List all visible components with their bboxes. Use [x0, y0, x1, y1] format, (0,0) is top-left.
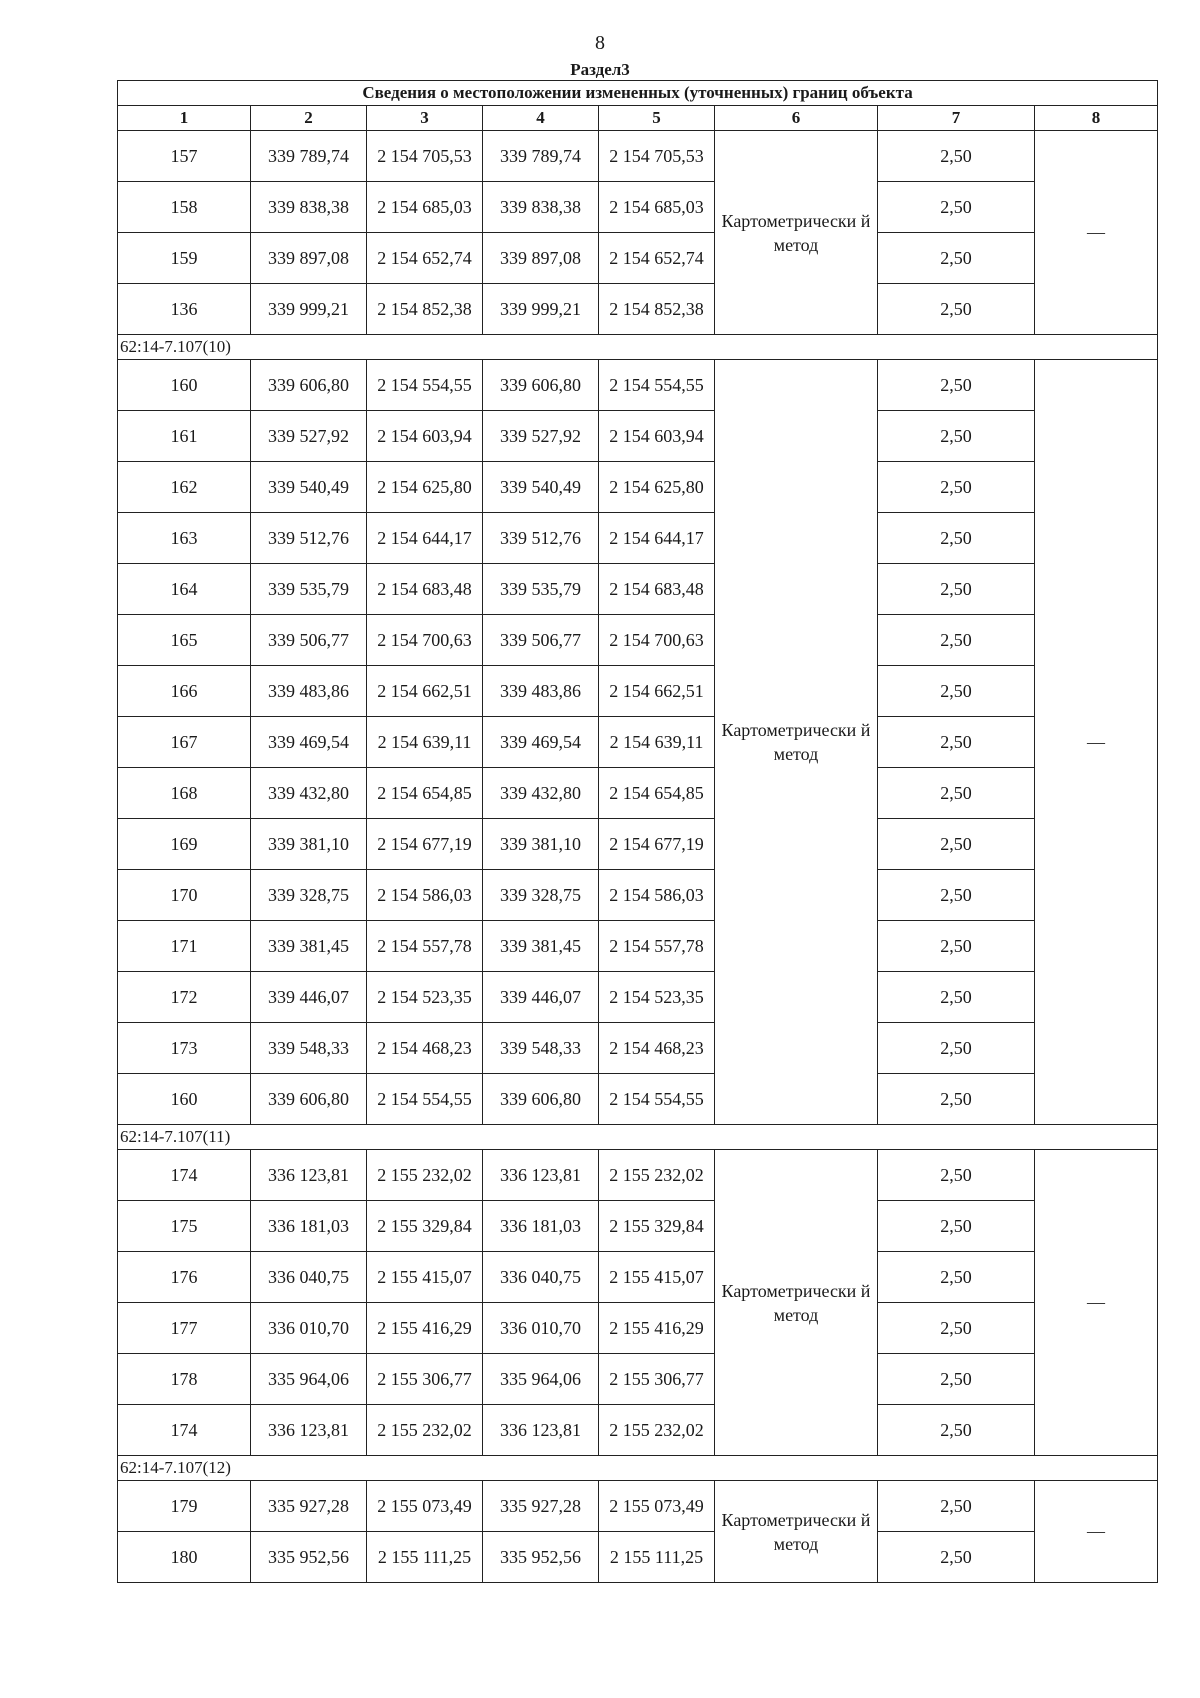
- table-row: [118, 513, 1158, 564]
- table-row: [118, 666, 1158, 717]
- accuracy-cell: 2,50: [878, 411, 1035, 462]
- column-header-6: 6: [715, 106, 878, 131]
- point-number-cell: 165: [118, 615, 251, 666]
- accuracy-cell: 2,50: [878, 972, 1035, 1023]
- y-old-cell: 2 154 677,19: [367, 819, 483, 870]
- parcel-section-row: [118, 1456, 1158, 1481]
- column-header-row: [118, 106, 1158, 131]
- table-row: [118, 411, 1158, 462]
- y-new-cell: 2 154 639,11: [599, 717, 715, 768]
- y-new-cell: 2 154 700,63: [599, 615, 715, 666]
- y-new-cell: 2 154 625,80: [599, 462, 715, 513]
- x-new-cell: 339 606,80: [483, 1074, 599, 1125]
- accuracy-cell: 2,50: [878, 870, 1035, 921]
- y-old-cell: 2 154 700,63: [367, 615, 483, 666]
- x-old-cell: 339 432,80: [251, 768, 367, 819]
- table-row: [118, 921, 1158, 972]
- y-new-cell: 2 154 652,74: [599, 233, 715, 284]
- y-old-cell: 2 154 523,35: [367, 972, 483, 1023]
- x-old-cell: 339 540,49: [251, 462, 367, 513]
- x-new-cell: 339 506,77: [483, 615, 599, 666]
- point-number-cell: 162: [118, 462, 251, 513]
- y-old-cell: 2 154 625,80: [367, 462, 483, 513]
- table-row: [118, 870, 1158, 921]
- point-number-cell: 160: [118, 1074, 251, 1125]
- column-header-1: 1: [118, 106, 251, 131]
- x-old-cell: 339 527,92: [251, 411, 367, 462]
- y-old-cell: 2 154 554,55: [367, 1074, 483, 1125]
- y-new-cell: 2 155 111,25: [599, 1532, 715, 1583]
- y-old-cell: 2 154 603,94: [367, 411, 483, 462]
- table-row: [118, 131, 1158, 182]
- point-number-cell: 164: [118, 564, 251, 615]
- x-old-cell: 339 999,21: [251, 284, 367, 335]
- accuracy-cell: 2,50: [878, 921, 1035, 972]
- page-number: 8: [595, 32, 605, 54]
- y-new-cell: 2 155 306,77: [599, 1354, 715, 1405]
- boundary-table-container: [117, 80, 1158, 1583]
- x-old-cell: 336 040,75: [251, 1252, 367, 1303]
- x-old-cell: 339 469,54: [251, 717, 367, 768]
- y-old-cell: 2 154 586,03: [367, 870, 483, 921]
- x-old-cell: 335 952,56: [251, 1532, 367, 1583]
- y-new-cell: 2 154 654,85: [599, 768, 715, 819]
- table-row: [118, 1201, 1158, 1252]
- table-row: [118, 819, 1158, 870]
- y-new-cell: 2 154 705,53: [599, 131, 715, 182]
- y-new-cell: 2 155 329,84: [599, 1201, 715, 1252]
- x-new-cell: 339 606,80: [483, 360, 599, 411]
- parcel-section-row: [118, 1125, 1158, 1150]
- y-old-cell: 2 155 111,25: [367, 1532, 483, 1583]
- accuracy-cell: 2,50: [878, 131, 1035, 182]
- x-new-cell: 339 381,10: [483, 819, 599, 870]
- column-header-7: 7: [878, 106, 1035, 131]
- x-old-cell: 339 606,80: [251, 1074, 367, 1125]
- x-new-cell: 336 123,81: [483, 1405, 599, 1456]
- x-old-cell: 339 512,76: [251, 513, 367, 564]
- y-old-cell: 2 154 652,74: [367, 233, 483, 284]
- accuracy-cell: 2,50: [878, 182, 1035, 233]
- point-number-cell: 167: [118, 717, 251, 768]
- accuracy-cell: 2,50: [878, 819, 1035, 870]
- table-row: [118, 768, 1158, 819]
- y-new-cell: 2 154 468,23: [599, 1023, 715, 1074]
- point-number-cell: 174: [118, 1405, 251, 1456]
- x-new-cell: 339 838,38: [483, 182, 599, 233]
- table-row: [118, 615, 1158, 666]
- point-number-cell: 158: [118, 182, 251, 233]
- accuracy-cell: 2,50: [878, 564, 1035, 615]
- x-new-cell: 336 181,03: [483, 1201, 599, 1252]
- table-row: [118, 717, 1158, 768]
- point-number-cell: 159: [118, 233, 251, 284]
- point-number-cell: 157: [118, 131, 251, 182]
- column-header-3: 3: [367, 106, 483, 131]
- x-new-cell: 339 897,08: [483, 233, 599, 284]
- accuracy-cell: 2,50: [878, 1252, 1035, 1303]
- x-new-cell: 336 010,70: [483, 1303, 599, 1354]
- x-new-cell: 339 483,86: [483, 666, 599, 717]
- note-cell: —: [1035, 360, 1158, 1125]
- accuracy-cell: 2,50: [878, 615, 1035, 666]
- accuracy-cell: 2,50: [878, 462, 1035, 513]
- y-new-cell: 2 155 232,02: [599, 1150, 715, 1201]
- y-old-cell: 2 155 232,02: [367, 1405, 483, 1456]
- accuracy-cell: 2,50: [878, 1201, 1035, 1252]
- y-new-cell: 2 154 677,19: [599, 819, 715, 870]
- y-old-cell: 2 154 662,51: [367, 666, 483, 717]
- x-new-cell: 339 999,21: [483, 284, 599, 335]
- table-title: Сведения о местоположении измененных (уточненных) границ объекта: [118, 81, 1158, 106]
- parcel-section-label: 62:14-7.107(10): [118, 335, 1158, 360]
- x-new-cell: 339 512,76: [483, 513, 599, 564]
- point-number-cell: 175: [118, 1201, 251, 1252]
- accuracy-cell: 2,50: [878, 1405, 1035, 1456]
- x-new-cell: 336 123,81: [483, 1150, 599, 1201]
- x-new-cell: 335 964,06: [483, 1354, 599, 1405]
- table-row: [118, 1532, 1158, 1583]
- accuracy-cell: 2,50: [878, 717, 1035, 768]
- y-old-cell: 2 155 415,07: [367, 1252, 483, 1303]
- y-old-cell: 2 154 554,55: [367, 360, 483, 411]
- y-new-cell: 2 154 554,55: [599, 1074, 715, 1125]
- accuracy-cell: 2,50: [878, 1074, 1035, 1125]
- table-row: [118, 462, 1158, 513]
- x-new-cell: 339 328,75: [483, 870, 599, 921]
- x-old-cell: 335 927,28: [251, 1481, 367, 1532]
- point-number-cell: 176: [118, 1252, 251, 1303]
- y-new-cell: 2 154 554,55: [599, 360, 715, 411]
- table-row: [118, 360, 1158, 411]
- table-row: [118, 1023, 1158, 1074]
- table-row: [118, 1252, 1158, 1303]
- x-new-cell: 339 548,33: [483, 1023, 599, 1074]
- y-new-cell: 2 155 416,29: [599, 1303, 715, 1354]
- y-new-cell: 2 155 073,49: [599, 1481, 715, 1532]
- point-number-cell: 166: [118, 666, 251, 717]
- y-old-cell: 2 155 306,77: [367, 1354, 483, 1405]
- x-old-cell: 336 181,03: [251, 1201, 367, 1252]
- accuracy-cell: 2,50: [878, 360, 1035, 411]
- x-old-cell: 339 838,38: [251, 182, 367, 233]
- method-cell: Картометрически й метод: [715, 1150, 878, 1456]
- x-new-cell: 339 535,79: [483, 564, 599, 615]
- table-row: [118, 1405, 1158, 1456]
- y-old-cell: 2 154 557,78: [367, 921, 483, 972]
- y-new-cell: 2 154 603,94: [599, 411, 715, 462]
- point-number-cell: 178: [118, 1354, 251, 1405]
- y-old-cell: 2 154 705,53: [367, 131, 483, 182]
- point-number-cell: 174: [118, 1150, 251, 1201]
- x-old-cell: 336 123,81: [251, 1405, 367, 1456]
- table-row: [118, 182, 1158, 233]
- y-old-cell: 2 154 683,48: [367, 564, 483, 615]
- x-old-cell: 336 123,81: [251, 1150, 367, 1201]
- y-old-cell: 2 154 852,38: [367, 284, 483, 335]
- x-new-cell: 336 040,75: [483, 1252, 599, 1303]
- parcel-section-label: 62:14-7.107(11): [118, 1125, 1158, 1150]
- table-row: [118, 1303, 1158, 1354]
- y-old-cell: 2 154 685,03: [367, 182, 483, 233]
- table-row: [118, 1150, 1158, 1201]
- accuracy-cell: 2,50: [878, 513, 1035, 564]
- x-old-cell: 339 535,79: [251, 564, 367, 615]
- x-new-cell: 339 469,54: [483, 717, 599, 768]
- y-old-cell: 2 155 416,29: [367, 1303, 483, 1354]
- x-old-cell: 339 381,10: [251, 819, 367, 870]
- y-new-cell: 2 155 232,02: [599, 1405, 715, 1456]
- x-old-cell: 339 446,07: [251, 972, 367, 1023]
- x-old-cell: 339 897,08: [251, 233, 367, 284]
- parcel-section-row: [118, 335, 1158, 360]
- note-cell: —: [1035, 131, 1158, 335]
- y-old-cell: 2 155 232,02: [367, 1150, 483, 1201]
- accuracy-cell: 2,50: [878, 768, 1035, 819]
- accuracy-cell: 2,50: [878, 1023, 1035, 1074]
- note-cell: —: [1035, 1481, 1158, 1583]
- accuracy-cell: 2,50: [878, 1303, 1035, 1354]
- accuracy-cell: 2,50: [878, 284, 1035, 335]
- table-row: [118, 1481, 1158, 1532]
- x-old-cell: 339 506,77: [251, 615, 367, 666]
- y-new-cell: 2 154 683,48: [599, 564, 715, 615]
- point-number-cell: 168: [118, 768, 251, 819]
- point-number-cell: 170: [118, 870, 251, 921]
- x-old-cell: 339 328,75: [251, 870, 367, 921]
- column-header-8: 8: [1035, 106, 1158, 131]
- point-number-cell: 169: [118, 819, 251, 870]
- boundary-coordinates-table: [117, 80, 1158, 1583]
- y-new-cell: 2 154 685,03: [599, 182, 715, 233]
- column-header-2: 2: [251, 106, 367, 131]
- x-old-cell: 339 606,80: [251, 360, 367, 411]
- y-old-cell: 2 154 644,17: [367, 513, 483, 564]
- y-old-cell: 2 155 073,49: [367, 1481, 483, 1532]
- point-number-cell: 180: [118, 1532, 251, 1583]
- accuracy-cell: 2,50: [878, 233, 1035, 284]
- point-number-cell: 163: [118, 513, 251, 564]
- x-new-cell: 339 527,92: [483, 411, 599, 462]
- y-new-cell: 2 155 415,07: [599, 1252, 715, 1303]
- y-old-cell: 2 154 654,85: [367, 768, 483, 819]
- accuracy-cell: 2,50: [878, 666, 1035, 717]
- y-new-cell: 2 154 644,17: [599, 513, 715, 564]
- column-header-5: 5: [599, 106, 715, 131]
- accuracy-cell: 2,50: [878, 1532, 1035, 1583]
- table-row: [118, 564, 1158, 615]
- point-number-cell: 136: [118, 284, 251, 335]
- x-new-cell: 339 540,49: [483, 462, 599, 513]
- x-new-cell: 339 446,07: [483, 972, 599, 1023]
- table-row: [118, 1354, 1158, 1405]
- x-old-cell: 336 010,70: [251, 1303, 367, 1354]
- section-label: Раздел3: [570, 60, 630, 79]
- x-new-cell: 339 789,74: [483, 131, 599, 182]
- table-row: [118, 1074, 1158, 1125]
- x-new-cell: 339 381,45: [483, 921, 599, 972]
- accuracy-cell: 2,50: [878, 1481, 1035, 1532]
- method-cell: Картометрически й метод: [715, 360, 878, 1125]
- y-old-cell: 2 154 639,11: [367, 717, 483, 768]
- point-number-cell: 171: [118, 921, 251, 972]
- x-new-cell: 335 927,28: [483, 1481, 599, 1532]
- y-new-cell: 2 154 662,51: [599, 666, 715, 717]
- x-old-cell: 339 381,45: [251, 921, 367, 972]
- y-old-cell: 2 155 329,84: [367, 1201, 483, 1252]
- table-row: [118, 284, 1158, 335]
- point-number-cell: 179: [118, 1481, 251, 1532]
- x-new-cell: 339 432,80: [483, 768, 599, 819]
- y-new-cell: 2 154 523,35: [599, 972, 715, 1023]
- table-body: [118, 131, 1158, 1583]
- y-new-cell: 2 154 557,78: [599, 921, 715, 972]
- accuracy-cell: 2,50: [878, 1354, 1035, 1405]
- x-old-cell: 339 548,33: [251, 1023, 367, 1074]
- table-row: [118, 972, 1158, 1023]
- point-number-cell: 172: [118, 972, 251, 1023]
- y-new-cell: 2 154 852,38: [599, 284, 715, 335]
- accuracy-cell: 2,50: [878, 1150, 1035, 1201]
- table-row: [118, 233, 1158, 284]
- y-new-cell: 2 154 586,03: [599, 870, 715, 921]
- x-old-cell: 339 483,86: [251, 666, 367, 717]
- point-number-cell: 177: [118, 1303, 251, 1354]
- column-header-4: 4: [483, 106, 599, 131]
- x-old-cell: 335 964,06: [251, 1354, 367, 1405]
- parcel-section-label: 62:14-7.107(12): [118, 1456, 1158, 1481]
- method-cell: Картометрически й метод: [715, 1481, 878, 1583]
- point-number-cell: 173: [118, 1023, 251, 1074]
- x-old-cell: 339 789,74: [251, 131, 367, 182]
- method-cell: Картометрически й метод: [715, 131, 878, 335]
- y-old-cell: 2 154 468,23: [367, 1023, 483, 1074]
- point-number-cell: 161: [118, 411, 251, 462]
- x-new-cell: 335 952,56: [483, 1532, 599, 1583]
- point-number-cell: 160: [118, 360, 251, 411]
- note-cell: —: [1035, 1150, 1158, 1456]
